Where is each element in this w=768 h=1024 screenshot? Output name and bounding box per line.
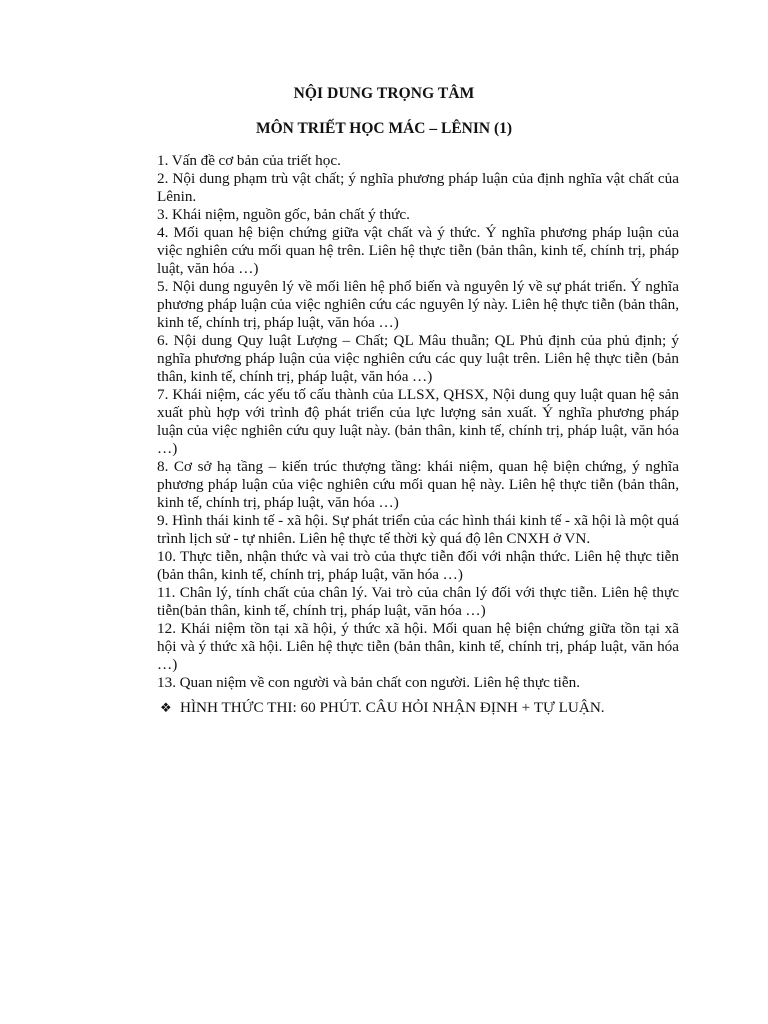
document-subtitle: MÔN TRIẾT HỌC MÁC – LÊNIN (1) xyxy=(255,120,513,137)
topic-item-6: 6. Nội dung Quy luật Lượng – Chất; QL Mâu thuẫn; QL Phủ định của phủ định; ý nghĩa phương pháp luận của việc nghiên cứu các quy luật trên. Liên hệ thực tiễn (bản thân, kinh tế, chính trị, pháp luật, văn hóa …) xyxy=(157,332,679,385)
exam-format-text: HÌNH THỨC THI: 60 PHÚT. CÂU HỎI NHẬN ĐỊNH + TỰ LUẬN. xyxy=(180,699,605,716)
topic-item-11: 11. Chân lý, tính chất của chân lý. Vai trò của chân lý đối với thực tiễn. Liên hệ thực tiễn(bản thân, kinh tế, chính trị, pháp luật, văn hóa …) xyxy=(157,584,679,619)
exam-format-line xyxy=(160,698,680,718)
topic-item-9: 9. Hình thái kinh tế - xã hội. Sự phát triển của các hình thái kinh tế - xã hội là một quá trình lịch sử - tự nhiên. Liên hệ thực tế thời kỳ quá độ lên CNXH ở VN. xyxy=(157,512,679,547)
document-title: NỘI DUNG TRỌNG TÂM xyxy=(293,85,475,102)
topic-item-12: 12. Khái niệm tồn tại xã hội, ý thức xã hội. Mối quan hệ biện chứng giữa tồn tại xã hội và ý thức xã hội. Liên hệ thực tiễn (bản thân, kinh tế, chính trị, pháp luật, văn hóa …) xyxy=(157,620,679,673)
topic-item-3: 3. Khái niệm, nguồn gốc, bản chất ý thức. xyxy=(157,206,410,223)
topic-item-2: 2. Nội dung phạm trù vật chất; ý nghĩa phương pháp luận của định nghĩa vật chất của Lênin. xyxy=(157,170,679,205)
topic-item-10: 10. Thực tiễn, nhận thức và vai trò của thực tiễn đối với nhận thức. Liên hệ thực tiễn (bản thân, kinh tế, chính trị, pháp luật, văn hóa …) xyxy=(157,548,679,583)
topic-item-4: 4. Mối quan hệ biện chứng giữa vật chất và ý thức. Ý nghĩa phương pháp luận của việc nghiên cứu mối quan hệ trên. Liên hệ thực tiễn (bản thân, kinh tế, chính trị, pháp luật, văn hóa …) xyxy=(157,224,679,277)
topic-item-5: 5. Nội dung nguyên lý về mối liên hệ phổ biến và nguyên lý về sự phát triển. Ý nghĩa phương pháp luận của việc nghiên cứu các nguyên lý này. Liên hệ thực tiễn (bản thân, kinh tế, chính trị, pháp luật, văn hóa …) xyxy=(157,278,679,331)
diamond-bullet-icon: ❖ xyxy=(160,700,172,715)
topic-item-1: 1. Vấn đề cơ bản của triết học. xyxy=(157,152,341,169)
topic-item-7: 7. Khái niệm, các yếu tố cấu thành của LLSX, QHSX, Nội dung quy luật quan hệ sản xuất phù hợp với trình độ phát triển của lực lượng sản xuất. Ý nghĩa phương pháp luận của việc nghiên cứu quy luật này. (bản thân, kinh tế, chính trị, pháp luật, văn hóa …) xyxy=(157,386,679,457)
topic-item-13: 13. Quan niệm về con người và bản chất con người. Liên hệ thực tiễn. xyxy=(157,674,581,691)
topic-list xyxy=(157,152,679,692)
topic-item-8: 8. Cơ sở hạ tầng – kiến trúc thượng tầng: khái niệm, quan hệ biện chứng, ý nghĩa phương pháp luận của việc nghiên cứu mối quan hệ này. Liên hệ thực tiễn (bản thân, kinh tế, chính trị, pháp luật, văn hóa …) xyxy=(157,458,679,511)
